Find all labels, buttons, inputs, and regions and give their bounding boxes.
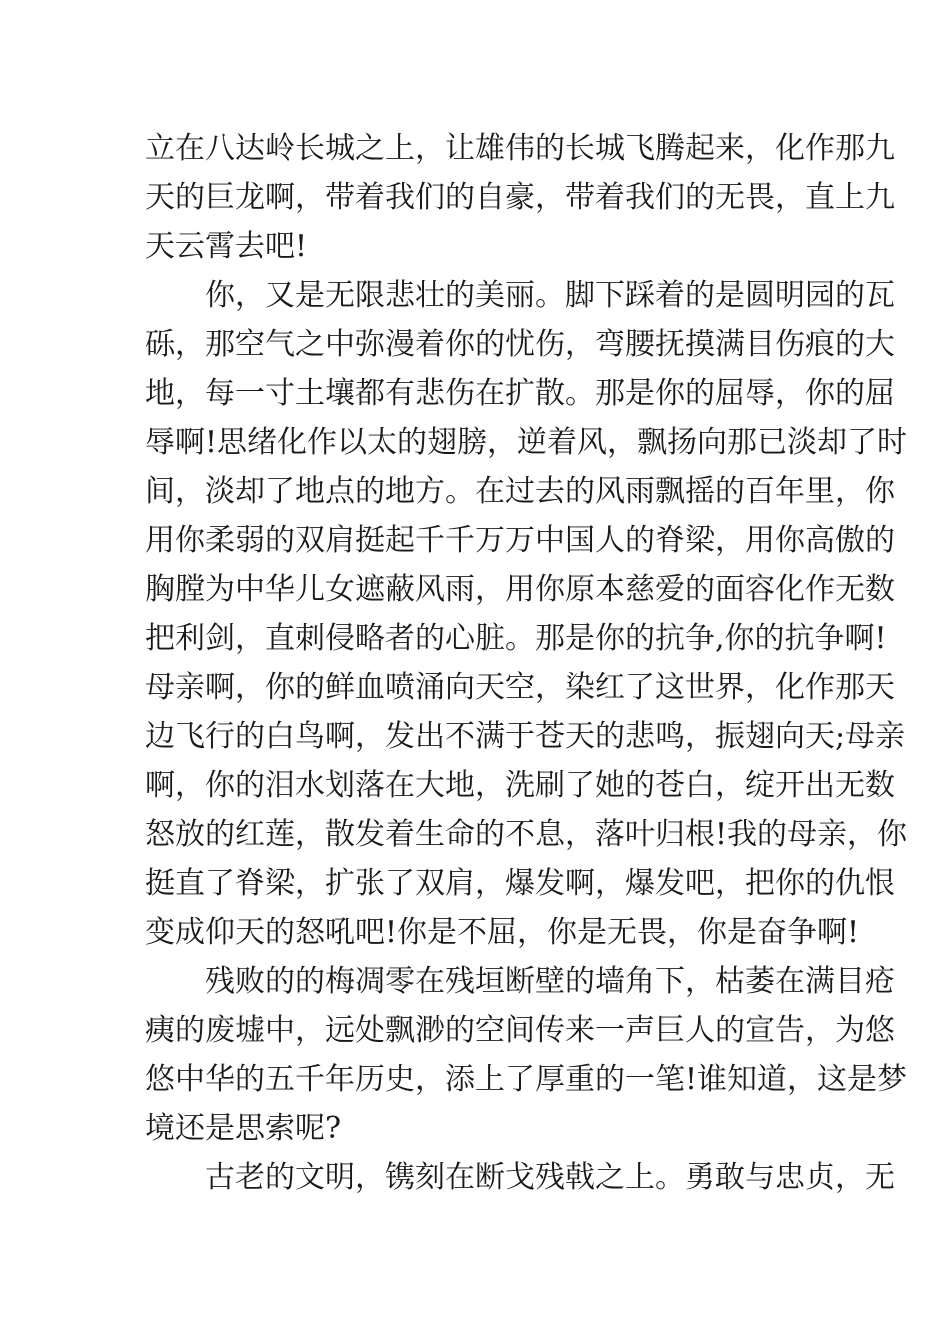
text-line: 痍的废墟中，远处飘渺的空间传来一声巨人的宣告，为悠 bbox=[145, 1013, 895, 1048]
text-line: 怒放的红莲，散发着生命的不息，落叶归根!我的母亲，你 bbox=[145, 817, 908, 852]
text-line: 挺直了脊梁，扩张了双肩，爆发啊，爆发吧，把你的仇恨 bbox=[145, 866, 895, 901]
text-line: 天云霄去吧! bbox=[145, 229, 308, 264]
text-line: 境还是思索呢? bbox=[145, 1111, 342, 1146]
text-line: 辱啊!思绪化作以太的翅膀，逆着风，飘扬向那已淡却了时 bbox=[145, 425, 908, 460]
paragraph-first-line: 残败的的梅凋零在残垣断壁的墙角下，枯萎在满目疮 bbox=[205, 964, 895, 999]
text-line: 母亲啊，你的鲜血喷涌向天空，染红了这世界，化作那天 bbox=[145, 670, 895, 705]
body-text bbox=[145, 124, 908, 1202]
text-line: 立在八达岭长城之上，让雄伟的长城飞腾起来，化作那九 bbox=[145, 131, 895, 166]
text-line: 变成仰天的怒吼吧!你是不屈，你是无畏，你是奋争啊! bbox=[145, 915, 860, 950]
text-line: 啊，你的泪水划落在大地，洗刷了她的苍白，绽开出无数 bbox=[145, 768, 895, 803]
text-line: 悠中华的五千年历史，添上了厚重的一笔!谁知道，这是梦 bbox=[145, 1062, 908, 1097]
paragraph-first-line: 古老的文明，镌刻在断戈残戟之上。勇敢与忠贞，无 bbox=[205, 1160, 895, 1195]
text-line: 地，每一寸土壤都有悲伤在扩散。那是你的屈辱，你的屈 bbox=[145, 376, 895, 411]
text-line: 间，淡却了地点的地方。在过去的风雨飘摇的百年里，你 bbox=[145, 474, 895, 509]
paragraph-first-line: 你，又是无限悲壮的美丽。脚下踩着的是圆明园的瓦 bbox=[205, 278, 895, 313]
text-line: 用你柔弱的双肩挺起千千万万中国人的脊梁，用你高傲的 bbox=[145, 523, 895, 558]
text-line: 胸膛为中华儿女遮蔽风雨，用你原本慈爱的面容化作无数 bbox=[145, 572, 895, 607]
text-line: 边飞行的白鸟啊，发出不满于苍天的悲鸣，振翅向天;母亲 bbox=[145, 719, 906, 754]
text-line: 砾，那空气之中弥漫着你的忧伤，弯腰抚摸满目伤痕的大 bbox=[145, 327, 895, 362]
text-line: 把利剑，直刺侵略者的心脏。那是你的抗争,你的抗争啊! bbox=[145, 621, 887, 656]
text-line: 天的巨龙啊，带着我们的自豪，带着我们的无畏，直上九 bbox=[145, 180, 895, 215]
